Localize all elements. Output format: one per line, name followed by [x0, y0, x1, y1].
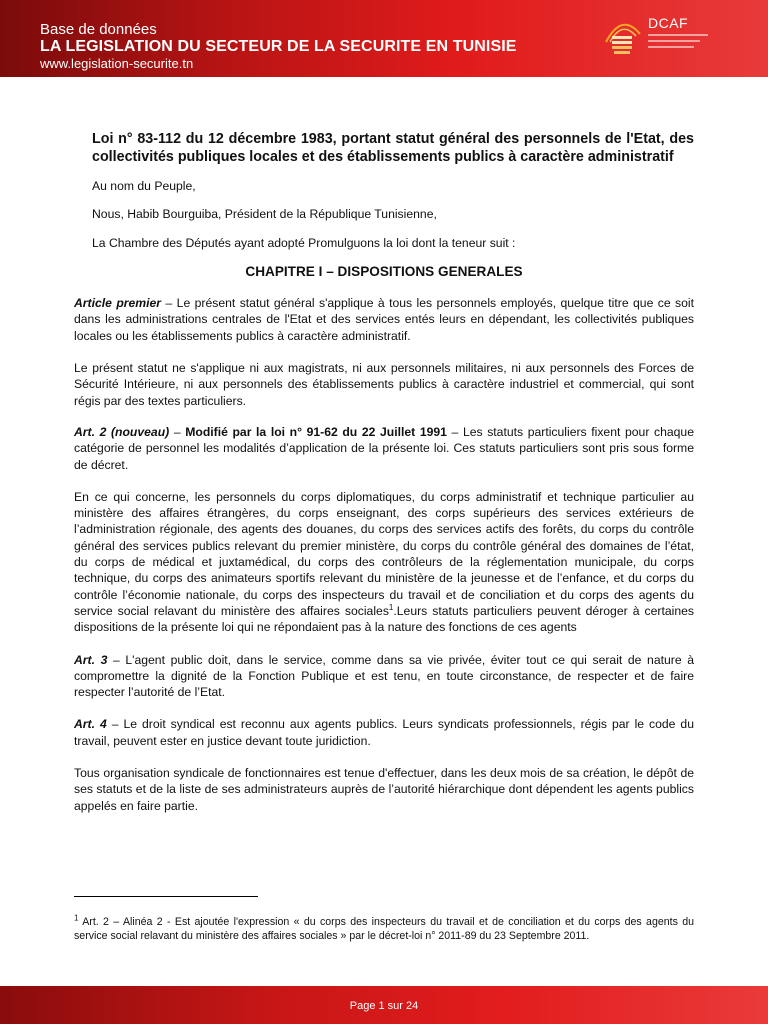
logo-tagline-line — [648, 40, 700, 42]
article-text: En ce qui concerne, les personnels du corps diplomatiques, du corps administratif et technique particulier au ministère des affaires étrangères, du corps enseignant, des corps supérieurs des services extérieurs de l’administration régionale, des agents des douanes, du corps des services actifs des forêts, du corps du contrôle général des services publics relevant du premier ministère, du corps du contrôle général des domaines de l’état, du corps de médical et juxtamédical, du corps des contrôleurs de la réglementation municipale, du corps technique, du corps des animateurs sportifs relevant du ministère de la jeunesse et de l’enfance, et du corps du contrôle l’économie nationale, du corps des inspecteurs du travail et de conciliation et du corps des agents du service social relavant du ministère des affaires sociales — [74, 489, 694, 618]
page-footer — [0, 986, 768, 1024]
footnote-marker: 1 — [74, 913, 79, 923]
logo-name: DCAF — [648, 15, 689, 31]
database-title: LA LEGISLATION DU SECTEUR DE LA SECURITE EN TUNISIE — [40, 38, 517, 55]
chapter-heading: CHAPITRE I – DISPOSITIONS GENERALES — [245, 263, 523, 279]
article-label: Art. 3 — [74, 652, 108, 667]
page-header — [0, 0, 768, 77]
law-title: Loi n° 83-112 du 12 décembre 1983, portant statut général des personnels de l'Etat, des collectivités publiques locales et des établissements publics à caractère administratif — [92, 131, 694, 165]
article-1-para-2: Le présent statut ne s'applique ni aux magistrats, ni aux personnels militaires, ni aux personnels des Forces de Sécurité Intérieure, ni aux personnels des établissements publics à caractère industriel et commercial, qui sont régis par des textes particuliers. — [74, 361, 694, 408]
footnote — [74, 913, 694, 943]
database-subtitle: Base de données — [40, 21, 157, 38]
article-text: – Les statuts particuliers fixent pour chaque catégorie de personnel les modalités d’application de la présente loi. Ces statuts particuliers sont pris sous forme de décret. — [74, 424, 694, 472]
article-3 — [74, 652, 694, 701]
article-2-para-2 — [74, 489, 694, 636]
article-label: Article premier — [74, 296, 162, 311]
website-url[interactable]: www.legislation-securite.tn — [40, 56, 194, 71]
article-label: Art. 2 (nouveau) — [74, 424, 170, 439]
footnote-ref[interactable]: 1 — [388, 602, 394, 612]
article-label: Art. 4 — [74, 717, 107, 732]
article-2 — [74, 424, 694, 473]
article-text: .Leurs statuts particuliers peuvent déroger à certaines dispositions de la présente loi qui ne répondaient pas à la nature des fonctions de ces agents — [74, 603, 694, 635]
article-text: – L'agent public doit, dans le service, comme dans sa vie privée, éviter tout ce qui serait de nature à compromettre la dignité de la Fonction Publique et est tenu, en toute circonstance, de respecter et de faire respecter l’autorité de l’Etat. — [74, 652, 694, 700]
footnote-divider — [74, 896, 258, 897]
article-1 — [74, 295, 694, 344]
article-4 — [74, 716, 694, 749]
modification-note: Modifié par la loi n° 91-62 du 22 Juillet 1991 — [185, 424, 447, 439]
preamble-line: Au nom du Peuple, — [92, 179, 196, 193]
article-4-para-2: Tous organisation syndicale de fonctionnaires est tenue d'effectuer, dans les deux mois de sa création, le dépôt de ses statuts et de la liste de ses administrateurs auprès de l’autorité hiérarchique dont dépendent les agents publics appelés en faire partie. — [74, 766, 694, 813]
dcaf-emblem-icon — [600, 12, 644, 58]
logo-tagline-line — [648, 46, 694, 48]
article-separator: – — [169, 424, 186, 439]
page-number: Page 1 sur 24 — [349, 1000, 419, 1012]
preamble-line: La Chambre des Députés ayant adopté Promulguons la loi dont la teneur suit : — [92, 235, 516, 250]
preamble-line: Nous, Habib Bourguiba, Président de la République Tunisienne, — [92, 207, 437, 222]
logo-tagline-line — [648, 34, 708, 36]
dcaf-logo — [600, 12, 712, 60]
article-text: – Le droit syndical est reconnu aux agents publics. Leurs syndicats professionnels, régis par le code du travail, peuvent ester en justice devant toute juridiction. — [74, 717, 694, 748]
footnote-text: Art. 2 – Alinéa 2 - Est ajoutée l'expression « du corps des inspecteurs du travail et de conciliation et du corps des agents du service social relavant du ministère des affaires sociales » par le décret-loi n° 2011-89 du 23 Septembre 2011. — [74, 916, 694, 942]
document-body — [74, 130, 694, 814]
article-text: – Le présent statut général s'applique à tous les personnels employés, quelque titre que ce soit dans les administrations centrales de l'Etat et des services entés leurs en dépendant, les collectivités publiques locales ou les établissements publics à caractère administratif. — [74, 296, 695, 343]
